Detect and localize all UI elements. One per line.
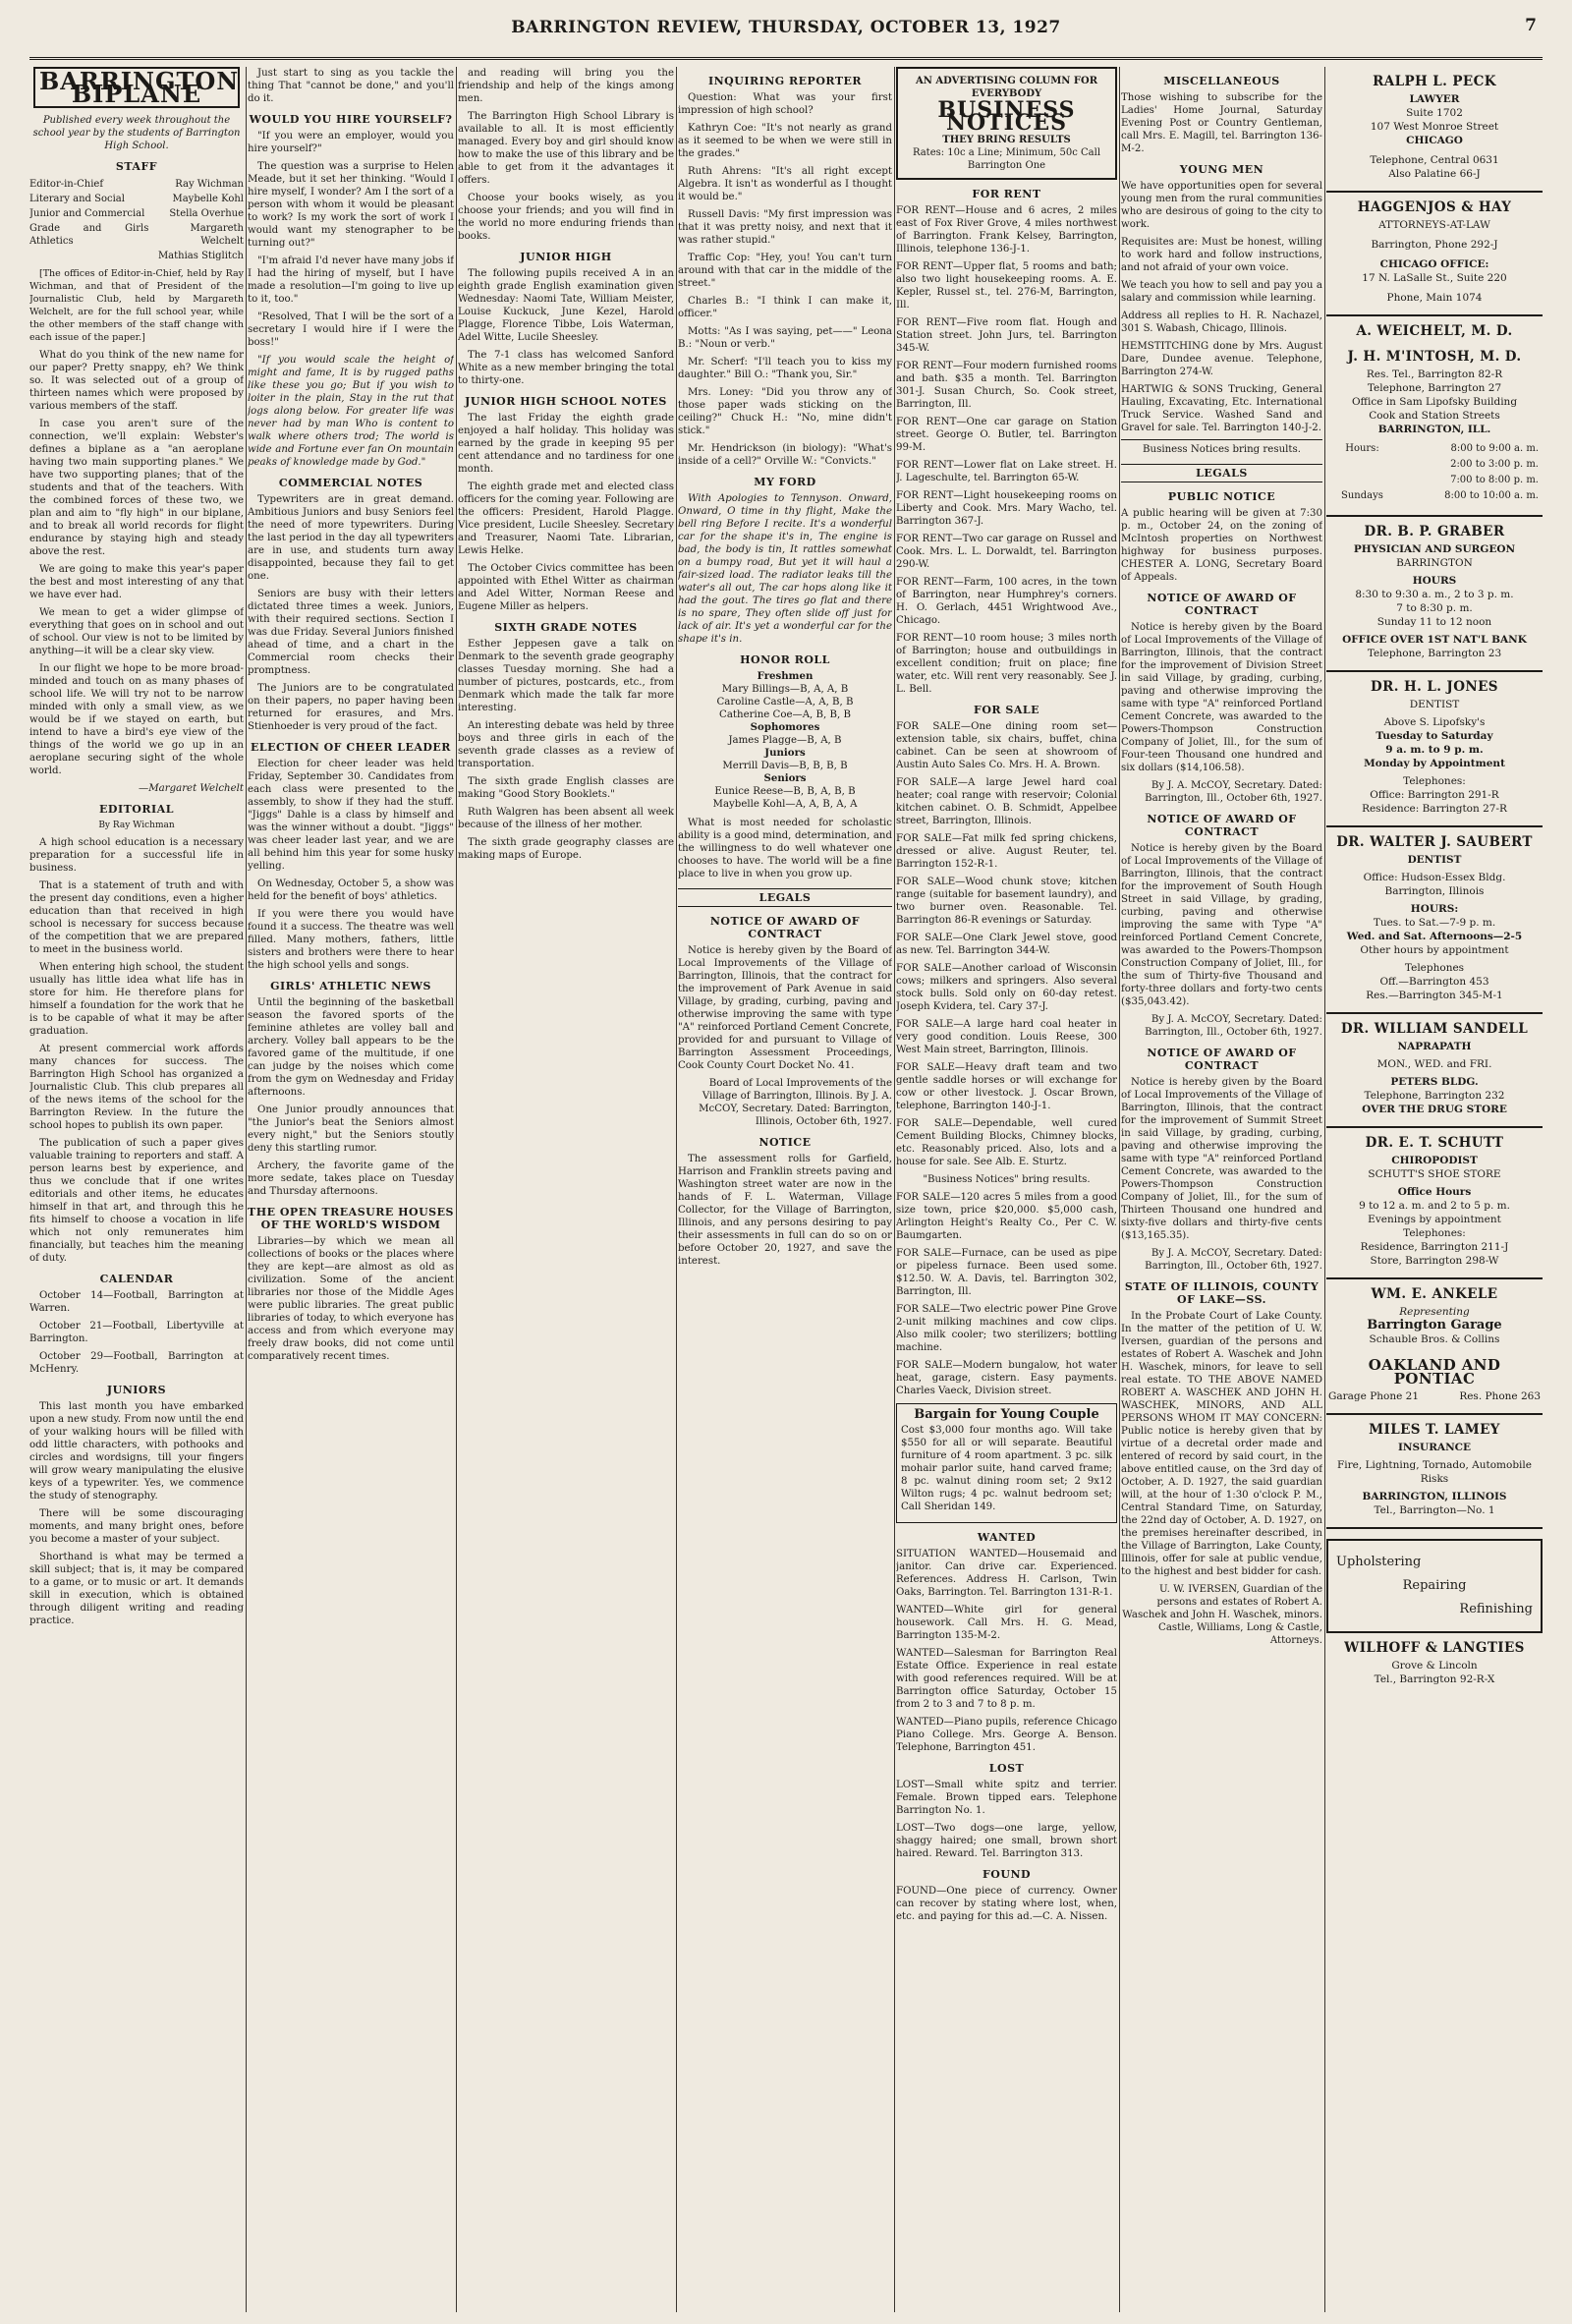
list-item: Eunice Reese—B, B, A, B, B (714, 786, 856, 797)
list-item: Juniors (764, 747, 806, 759)
card-name: DR. WILLIAM SANDELL (1340, 1021, 1529, 1037)
legal-notice: Notice is hereby given by the Board of Local Improvements of the Village of Barrington, Illinois, that the contract for the improvement of Park Avenue in said Village, by grading, curbing, paving and otherwise improving the same with type "A" reinforced Portland Cement Concrete, provided for and pursuant to Village of Barrington Assessment Proceedings, Cook County Court Docket No. 41. (678, 945, 892, 1071)
inquiring-reporter-heading: INQUIRING REPORTER (707, 75, 863, 87)
commercial-heading: COMMERCIAL NOTES (278, 477, 423, 489)
list-item: Freshmen (757, 670, 814, 682)
award-heading: NOTICE OF AWARD OF CONTRACT (709, 915, 861, 940)
ad-column-slogan: THEY BRING RESULTS (942, 135, 1071, 145)
card-line: NAPRAPATH (1397, 1041, 1472, 1052)
article-paragraph: If you were there you would have found it a success. The theatre was well filled. Many mothers, fathers, little sisters and brothers were there to hear the high school yells and songs. (248, 909, 454, 971)
staff-row: Grade and Girls Athletics Margareth Welchelt (29, 223, 244, 247)
column-three (458, 67, 674, 2312)
probate-heading: STATE OF ILLINOIS, COUNTY OF LAKE—SS. (1124, 1280, 1319, 1306)
card-line: CHIROPODIST (1391, 1155, 1478, 1166)
office-hours (1328, 440, 1541, 505)
hire-heading: WOULD YOU HIRE YOURSELF? (249, 113, 453, 126)
list-item: Sophomores (750, 721, 820, 733)
classified-ad: FOR SALE—Another carload of Wisconsin cows; milkers and springers. Also several stock bulls. Sold only on 60-day retest. Joseph Kvidera, tel. Cary 37-J. (896, 963, 1117, 1012)
wanted-heading: WANTED (977, 1531, 1037, 1544)
card-phones (1328, 1389, 1541, 1403)
girls-athletic-heading: GIRLS' ATHLETIC NEWS (270, 980, 431, 992)
legal-notice: The assessment rolls for Garfield, Harrison and Franklin streets paving and Washington street water are now in the hands of F. L. Waterman, Village Collector, for the Village of Barrington, Illinois, and any persons desiring to pay their assessments in full can do so on or before October 20, 1927, and save the interest. (678, 1154, 892, 1267)
column-business-notices (896, 67, 1117, 2312)
hours-row: 7:00 to 8:00 p. m. (1450, 475, 1539, 485)
article-paragraph: What do you think of the new name for our paper? Pretty snappy, eh? We think so. It was selected out of a group of thirteen names which were proposed by various members of the staff. (29, 350, 244, 412)
card-line: HOURS (1412, 575, 1457, 587)
card-line: BARRINGTON (1396, 557, 1473, 569)
card-line: Telephone, Central 0631 (1370, 154, 1499, 166)
article-paragraph: Ruth Walgren has been absent all week because of the illness of her mother. (458, 807, 674, 830)
card-line: Residence: Barrington 27-R (1362, 803, 1507, 815)
classified-ad: We have opportunities open for several young men from the rural communities who are desirous of going to the city to work. (1121, 181, 1322, 230)
notice-heading: NOTICE (758, 1136, 812, 1149)
card-line: DENTIST (1409, 699, 1460, 710)
my-ford-heading: MY FORD (754, 476, 816, 488)
article-paragraph: The sixth grade geography classes are making maps of Europe. (458, 837, 674, 861)
classified-ad: FOR SALE—Two electric power Pine Grove 2-unit milking machines and cow clips. Also milk cooler; two sterilizers; bottling machine. (896, 1304, 1117, 1353)
card-line: Fire, Lightning, Tornado, Automobile Risks (1337, 1459, 1532, 1485)
card-line: Res.—Barrington 345-M-1 (1366, 990, 1503, 1001)
article-paragraph: "Resolved, That I will be the sort of a secretary I would hire if I were the boss!" (248, 312, 454, 348)
legal-notice: Notice is hereby given by the Board of Local Improvements of the Village of Barrington, Illinois, that the contract for the improvement of Division Street in said Village, by grading, curbing, paving and otherwise improving the same with type "A" reinforced Portland Cement Concrete, was awarded to the Powers-Thompson Construction Company of Joliet, Ill., for the sum of Four-teen Thousand one hundred and six dollars ($14,106.58). (1121, 622, 1322, 773)
card-line: 17 N. LaSalle St., Suite 220 (1362, 272, 1507, 284)
card-line: Tel., Barrington 92-R-X (1374, 1673, 1495, 1685)
staff-row: Junior and Commercial Stella Overhue (29, 208, 244, 219)
article-paragraph: In our flight we hope to be more broad-minded and touch on as many phases of school life. We will try not to be narrow minded with only a small view, as we would be if we stayed on earth, but intend to have a bird's eye view of the things of the world we go up in an aeroplane securing sight of the whole world. (29, 663, 244, 776)
card-name: DR. B. P. GRABER (1364, 524, 1505, 539)
public-notice-heading: PUBLIC NOTICE (1167, 490, 1276, 503)
page-header-title: BARRINGTON REVIEW, THURSDAY, OCTOBER 13, 1927 (511, 18, 1061, 37)
article-paragraph: Until the beginning of the basketball season the favored sports of the feminine athletes are volley ball and archery. Volley ball appears to be the favored game of the multitude, if one can judge by the noises which come from the gym on Wednesday and Friday afternoons. (248, 997, 454, 1098)
calendar-entry: October 29—Football, Barrington at McHenry. (29, 1351, 244, 1375)
article-paragraph: The question was a surprise to Helen Meade, but it set her thinking. "Would I hire myself, I wonder? Am I the sort of a person with whom it would be pleasant to work? Is my work the sort of work I would want my stenographer to be turning out?" (248, 161, 454, 249)
sixth-grade-heading: SIXTH GRADE NOTES (494, 621, 638, 634)
article-paragraph: and reading will bring you the friendship and help of the kings among men. (458, 68, 674, 104)
list-item: Merrill Davis—B, B, B, B (722, 761, 848, 771)
card-line: 7 to 8:30 p. m. (1396, 602, 1473, 614)
column-divider (1324, 67, 1325, 2312)
column-divider (894, 67, 895, 2312)
for-rent-heading: FOR RENT (972, 188, 1041, 200)
card-line: CHICAGO (1406, 135, 1463, 146)
article-paragraph: Mr. Scherf: "I'll teach you to kiss my daughter." Bill O.: "Thank you, Sir." (678, 357, 892, 380)
legals-heading: LEGALS (678, 888, 892, 907)
card-name: A. WEICHELT, M. D. (1356, 323, 1513, 339)
card-line: CHICAGO OFFICE: (1379, 258, 1489, 270)
poem: "If you would scale the height of might and fame, It is by rugged paths like these you go; But if you wish to loiter in the plain, Stay in the rut that jogs along below. For greater life was never had by man Who is content to walk where others trod; The world is wide and Fortune ever fan On mountain peaks of knowledge made by God." (248, 355, 454, 468)
business-card (1326, 1014, 1543, 1128)
article-paragraph: On Wednesday, October 5, a show was held for the benefit of boys' athletics. (248, 879, 454, 902)
card-name: DR. WALTER J. SAUBERT (1336, 834, 1533, 850)
classified-ad: Requisites are: Must be honest, willing to work hard and follow instructions, and not afraid of your own voice. (1121, 237, 1322, 273)
article-paragraph: When entering high school, the student usually has little idea what life has in store for him. He therefore plans for himself a foundation for the work that he is to be capable of what it may be after graduation. (29, 962, 244, 1037)
classified-ad: FOR SALE—Wood chunk stove; kitchen range (suitable for basement laundry), and two burner oven. Reasonable. Tel. Barrington 86-R evenings or Saturday. (896, 877, 1117, 926)
byline: By Ray Wichman (98, 821, 175, 830)
classified-ad: LOST—Small white spitz and terrier. Female. Brown tipped ears. Telephone Barrington No. 1. (896, 1780, 1117, 1816)
classified-ad: WANTED—White girl for general housework. Call Mrs. H. G. Mead, Barrington 135-M-2. (896, 1605, 1117, 1641)
card-line: Barrington, Illinois (1384, 885, 1485, 897)
business-card (1326, 1128, 1543, 1279)
young-men-heading: YOUNG MEN (1179, 163, 1264, 176)
card-line: Barrington, Phone 292-J (1371, 239, 1498, 251)
card-line: Office Hours (1397, 1186, 1472, 1198)
calendar-entry: October 14—Football, Barrington at Warren. (29, 1290, 244, 1314)
article-paragraph: There will be some discouraging moments, and many bright ones, before you become a master of your subject. (29, 1508, 244, 1545)
card-name: MILES T. LAMEY (1369, 1422, 1500, 1438)
article-paragraph: "I'm afraid I'd never have many jobs if I had the hiring of myself, but I have made a resolution—I'm going to live up to it, too." (248, 255, 454, 305)
classified-ad: HARTWIG & SONS Trucking, General Hauling, Excavating, Etc. International Truck Service. Washed Sand and Gravel for sale. Tel. Barrington 140-J-2. (1121, 384, 1322, 433)
card-line: Phone, Main 1074 (1386, 292, 1483, 304)
jh-notes-heading: JUNIOR HIGH SCHOOL NOTES (465, 395, 667, 408)
juniors-heading: JUNIORS (106, 1384, 167, 1396)
card-line: SCHUTT'S SHOE STORE (1368, 1168, 1501, 1180)
card-line: Telephones (1404, 962, 1465, 974)
card-line: ATTORNEYS-AT-LAW (1378, 219, 1490, 231)
miscellaneous-heading: MISCELLANEOUS (1163, 75, 1280, 87)
upholstering-line: Refinishing (1459, 1602, 1533, 1616)
business-card (1326, 316, 1543, 338)
article-paragraph: Russell Davis: "My first impression was that it was pretty noisy, and next that it was rather stupid." (678, 209, 892, 246)
honor-roll-heading: HONOR ROLL (740, 653, 830, 666)
article-paragraph: At present commercial work affords many chances for success. The Barrington High School has organized a Journalistic Club. This club prepares all of the news items of the school for the Barrington Review. In the future the school hopes to publish its own paper. (29, 1044, 244, 1131)
classified-ad: FOR SALE—Fat milk fed spring chickens, dressed or alive. August Reuter, tel. Barrington 152-R-1. (896, 833, 1117, 870)
legal-signature: By J. A. McCOY, Secretary. Dated: Barrington, Ill., October 6th, 1927. (1145, 1248, 1322, 1272)
card-line: Office: Barrington 291-R (1370, 789, 1499, 801)
editorial-heading: EDITORIAL (99, 803, 174, 816)
card-name: WM. E. ANKELE (1371, 1286, 1498, 1302)
card-line: Off.—Barrington 453 (1379, 976, 1489, 988)
business-card (1326, 1279, 1543, 1350)
card-line: INSURANCE (1397, 1442, 1472, 1453)
upholstering-line: Upholstering (1336, 1555, 1422, 1569)
business-card (1326, 672, 1543, 827)
article-paragraph: The following pupils received A in an eighth grade English examination given Wednesday: Naomi Tate, William Meister, Louise Kuckuck, June Kezel, Harold Plagge, Florence Tibbe, Lois Waterman, Adel Witte, Lucile Sheesley. (458, 268, 674, 343)
classified-ad: FOR RENT—Farm, 100 acres, in the town of Barrington, near Humphrey's corners. H. O. Gerlach, 4451 Wrightwood Ave., Chicago. (896, 577, 1117, 626)
card-name: HAGGENJOS & HAY (1357, 199, 1512, 215)
legal-signature: Board of Local Improvements of the Village of Barrington, Illinois. By J. A. McCOY, Secretary. Dated: Barrington, Illinois, October 6th, 1927. (699, 1078, 892, 1127)
article-paragraph: The Barrington High School Library is available to all. It is most efficiently managed. Every boy and girl should know how to make the use of this library and be able to get from it the advantages it offers. (458, 111, 674, 186)
staff-row: Literary and Social Maybelle Kohl (29, 194, 244, 204)
article-paragraph: We mean to get a wider glimpse of everything that goes on in school and out of school. Our view is not to be limited by anything—it will be a clear sky view. (29, 607, 244, 656)
article-paragraph: The publication of such a paper gives valuable training to reporters and staff. A person learns best by experience, and thus we conclude that if one writes editorials and other items, he educates himself in that art, and through this he fits himself to choose a vocation in life which not only remunerates him financially, but teaches him the meaning of duty. (29, 1138, 244, 1264)
card-line: Telephone, Barrington 27 (1367, 382, 1502, 394)
article-paragraph: Mrs. Loney: "Did you throw any of those paper wads sticking on the ceiling?" Chuck H.: "No, mine didn't stick." (678, 387, 892, 436)
card-line: DENTIST (1407, 854, 1462, 866)
legal-notice: In the Probate Court of Lake County. In the matter of the petition of U. W. Iversen, guardian of the persons and estates of Robert A. Waschek and John H. Waschek, minors, for leave to sell real estate. TO THE ABOVE NAMED ROBERT A. WASCHEK AND JOHN H. WASCHEK, MINORS, AND ALL PERSONS WHOM IT MAY CONCERN: Public notice is hereby given that by virtue of a decretal order made and entered of record by said court, in the above entitled cause, on the 3rd day of October, A. D. 1927, the said guardian will, at the hour of 1:30 o'clock P. M., Central Standard Time, on Saturday, the 22nd day of October, A. D. 1927, on the premises hereinafter described, in the Village of Barrington, Lake County, Illinois, offer for sale at public vendue, to the highest and best bidder for cash. (1121, 1311, 1322, 1577)
card-line: Sunday 11 to 12 noon (1376, 616, 1492, 628)
classified-ad: FOR SALE—Dependable, well cured Cement Building Blocks, Chimney blocks, etc. Reasonably priced. Also, lots and a house for sale. See Alb. E. Sturtz. (896, 1118, 1117, 1167)
classified-ad: WANTED—Piano pupils, reference Chicago Piano College. Mrs. George A. Benson. Telephone, Barrington 451. (896, 1717, 1117, 1753)
article-paragraph: Archery, the favorite game of the more sedate, takes place on Tuesday and Thursday afternoons. (248, 1161, 454, 1197)
junior-high-heading: JUNIOR HIGH (520, 251, 612, 263)
list-item: Seniors (763, 772, 807, 784)
classified-ad: FOR SALE—A large Jewel hard coal heater; coal range with reservoir; Colonial kitchen cabinet. O. B. Schmidt, Appelbee street, Barrington, Illinois. (896, 777, 1117, 826)
classified-ad: FOR RENT—Light housekeeping rooms on Liberty and Cook. Mrs. Mary Wacho, tel. Barrington 367-J. (896, 490, 1117, 527)
page-number: 7 (1525, 16, 1537, 35)
staff-row: Mathias Stiglitch (157, 251, 244, 261)
article-paragraph: That is a statement of truth and with the present day conditions, even a higher education than that received in high school is necessary for success because of the competition that we are prepared to meet in the business world. (29, 880, 244, 955)
classified-ad: Those wishing to subscribe for the Ladies' Home Journal, Saturday Evening Post or Country Gentleman, call Mrs. E. Magill, tel. Barrington 136-M-2. (1121, 92, 1322, 154)
business-card (1326, 517, 1543, 672)
column-two (248, 67, 454, 2312)
article-paragraph: Mr. Hendrickson (in biology): "What's inside of a cell?" Orville W.: "Convicts." (678, 443, 892, 467)
classified-ad: LOST—Two dogs—one large, yellow, shaggy haired; one small, brown short haired. Reward. Tel. Barrington 313. (896, 1823, 1117, 1859)
card-line: Garage Phone 21 (1328, 1390, 1420, 1402)
card-line: BARRINGTON, ILL. (1377, 424, 1491, 435)
card-line: PHYSICIAN AND SURGEON (1353, 543, 1516, 555)
classified-ad: FOR SALE—120 acres 5 miles from a good size town, price $20,000. $5,000 cash, Arlington Height's Realty Co., Per C. W. Baumgarten. (896, 1192, 1117, 1241)
classified-ad: FOR RENT—Two car garage on Russel and Cook. Mrs. L. L. Dorwaldt, tel. Barrington 290-W. (896, 534, 1117, 570)
article-paragraph: "If you were an employer, would you hire yourself?" (248, 131, 454, 154)
card-line: Evenings by appointment (1368, 1214, 1501, 1225)
article-paragraph: Traffic Cop: "Hey, you! You can't turn around with that car in the middle of the street." (678, 253, 892, 289)
classified-ad: FOR RENT—10 room house; 3 miles north of Barrington; house and outbuildings in excellent condition; fruit on place; fine water, etc. Will rent very reasonably. See J. L. Bell. (896, 633, 1117, 695)
card-line: Res. Phone 263 (1459, 1390, 1541, 1402)
classified-ad: FOR RENT—One car garage on Station street. George O. Butler, tel. Barrington 99-M. (896, 417, 1117, 453)
upholstering-line: Repairing (1402, 1578, 1467, 1593)
card-line: MON., WED. and FRI. (1376, 1058, 1492, 1070)
article-paragraph: Kathryn Coe: "It's not nearly as grand as it seemed to be when we were still in the grades." (678, 123, 892, 159)
list-item: Maybelle Kohl—A, A, B, A, A (712, 799, 858, 810)
article-paragraph: We are going to make this year's paper the best and most interesting of any that we have ever had. (29, 564, 244, 600)
article-paragraph: Seniors are busy with their letters dictated three times a week. Juniors, with their required sections. Section I was due Friday. Several Juniors finished ahead of time, and a chart in the Commercial room checks their promptness. (248, 589, 454, 676)
classified-ad: FOR SALE—Modern bungalow, hot water heat, garage, cistern. Easy payments. Charles Vaeck, Division street. (896, 1360, 1117, 1396)
signature: —Margaret Welchelt (139, 783, 244, 794)
card-line: 107 West Monroe Street (1370, 121, 1499, 133)
card-line: 9 a. m. to 9 p. m. (1385, 744, 1484, 756)
classified-ad: FOR SALE—A large hard coal heater in very good condition. Louis Reese, 300 West Main street, Barrington, Illinois. (896, 1019, 1117, 1055)
card-name: RALPH L. PECK (1373, 74, 1496, 89)
card-line: Representing (1399, 1306, 1470, 1318)
hours-row: Hours: 8:00 to 9:00 a. m. (1345, 443, 1539, 454)
column-divider (246, 67, 247, 2312)
column-divider (676, 67, 677, 2312)
card-line: Barrington Garage (1367, 1318, 1502, 1332)
business-card (1326, 342, 1543, 517)
staff-row: Editor-in-Chief Ray Wichman (29, 179, 244, 190)
business-card (1326, 1415, 1543, 1529)
classified-ad: FOR RENT—Five room flat. Hough and Station street. John Jurs, tel. Barrington 345-W. (896, 317, 1117, 354)
upholstering-ad (1326, 1539, 1543, 1633)
article-paragraph: One Junior proudly announces that "the Junior's beat the Seniors almost every night," but the Seniors stoutly deny this startling rumor. (248, 1105, 454, 1154)
card-line: Also Palatine 66-J (1388, 168, 1481, 180)
article-paragraph: In case you aren't sure of the connection, we'll explain: Webster's defines a biplane as a "an aeroplane having two main supporting planes." We have two supporting planes; that of the students and that of the teachers. With the combined forces of these two, we plan and aim to "fly high" in our biplane, and to break all world records for flight endurance by staying high and steady above the rest. (29, 419, 244, 557)
card-name: J. H. M'INTOSH, M. D. (1347, 349, 1522, 365)
column-six (1121, 67, 1322, 2312)
card-line: Monday by Appointment (1364, 758, 1505, 769)
poem: With Apologies to Tennyson. Onward, Onward, O time in thy flight, Make the bell ring Before I recite. It's a wonderful car for the shape it's in, The engine is bad, the body is tin, It rattles somewhat on a bumpy road, But yet it will haul a fair-sized load. The radiator leaks till the water's all out, The car hops along like it had the gout. The tires go flat and there is no spare, They often slide off just for lack of air. It's yet a wonderful car for the shape it's in. (678, 493, 892, 645)
card-line: Other hours by appointment (1360, 944, 1509, 956)
card-line: Tues. to Sat.—7-9 p. m. (1373, 917, 1496, 929)
card-line: OVER THE DRUG STORE (1362, 1104, 1507, 1115)
business-card (1326, 67, 1543, 193)
card-line: Office in Sam Lipofsky Building (1351, 396, 1518, 408)
card-line: Office: Hudson-Essex Bldg. (1363, 872, 1506, 883)
staff-heading: STAFF (115, 160, 158, 173)
article-paragraph: Motts: "As I was saying, pet——" Leona B.: "Noun or verb." (678, 326, 892, 350)
legals-heading: LEGALS (1121, 464, 1322, 482)
staff-table (29, 177, 244, 263)
classified-ad: Business Notices bring results. (1121, 439, 1322, 456)
classified-ad: SITUATION WANTED—Housemaid and janitor. Can drive car. Experienced. References. Address H. Carlson, Twin Oaks, Barrington. Tel. Barrington 131-R-1. (896, 1549, 1117, 1598)
card-line: Tel., Barrington—No. 1 (1374, 1504, 1495, 1516)
hours-row: 2:00 to 3:00 p. m. (1450, 459, 1539, 470)
classified-ad: "Business Notices" bring results. (923, 1174, 1091, 1185)
legal-signature: By J. A. McCOY, Secretary. Dated: Barrington, Ill., October 6th, 1927. (1145, 1014, 1322, 1038)
article-paragraph: Ruth Ahrens: "It's all right except Algebra. It isn't as wonderful as I thought it would be." (678, 166, 892, 202)
article-paragraph: A high school education is a necessary preparation for a successful life in business. (29, 837, 244, 874)
award-heading: NOTICE OF AWARD OF CONTRACT (1147, 592, 1297, 617)
article-paragraph: The 7-1 class has welcomed Sanford White as a new member bringing the total to thirty-one. (458, 350, 674, 386)
classified-ad: FOR SALE—Furnace, can be used as pipe or pipeless furnace. Been used some. $12.50. W. A. Davis, tel. Barrington 302, Barrington, Ill. (896, 1248, 1117, 1297)
card-line: Res. Tel., Barrington 82-R (1366, 368, 1503, 380)
list-item: Mary Billings—B, A, A, B (721, 684, 849, 695)
card-name: DR. E. T. SCHUTT (1365, 1135, 1504, 1151)
article-paragraph: The sixth grade English classes are making "Good Story Booklets." (458, 776, 674, 800)
card-line: PETERS BLDG. (1390, 1076, 1479, 1088)
list-item: James Plagge—B, A, B (728, 735, 842, 746)
business-card (1326, 193, 1543, 316)
article-paragraph: Just start to sing as you tackle the thing That "cannot be done," and you'll do it. (248, 68, 454, 104)
article-paragraph: Libraries—by which we mean all collections of books or the places where they are kept—are almost as old as civilization. Some of the ancient libraries nor those of the Middle Ages were public libraries. The great public libraries of today, to which everyone has access and from which everyone may freely draw books, did not come until comparatively recent times. (248, 1236, 454, 1362)
classified-ad: We teach you how to sell and pay you a salary and commission while learning. (1121, 280, 1322, 304)
card-line: Grove & Lincoln (1391, 1660, 1478, 1672)
classified-ad: FOUND—One piece of currency. Owner can recover by stating where lost, when, etc. and paying for this ad.—C. A. Nissen. (896, 1886, 1117, 1922)
calendar-heading: CALENDAR (99, 1273, 174, 1285)
card-line: OFFICE OVER 1ST NAT'L BANK (1342, 634, 1527, 646)
card-line: LAWYER (1409, 93, 1460, 105)
card-line: Above S. Lipofsky's (1383, 716, 1486, 728)
article-paragraph: This last month you have embarked upon a new study. From now until the end of your walking hours will be filled with odd little characters, with pothooks and circles and wordsigns, till your fingers will grow weary manipulating the elusive keys of a typewriter. Yes, we commence the study of stenography. (29, 1401, 244, 1502)
article-paragraph: The eighth grade met and elected class officers for the coming year. Following are the officers: President, Harold Plagge. Vice president, Lucile Sheesley. Secretary and Treasurer, Naomi Tate. Librarian, Lewis Helke. (458, 482, 674, 556)
classified-ad: HEMSTITCHING done by Mrs. August Dare, Dundee avenue. Telephone, Barrington 274-W. (1121, 341, 1322, 377)
article-paragraph: Esther Jeppesen gave a talk on Denmark to the seventh grade geography classes Tuesday morning. She had a number of pictures, postcards, etc., from Denmark which made the talk far more interesting. (458, 639, 674, 713)
article-paragraph: What is most needed for scholastic ability is a good mind, determination, and the willingness to do well whatever one chooses to have. The world will be a fine place to live in when you grow up. (678, 818, 892, 879)
award-heading: NOTICE OF AWARD OF CONTRACT (1147, 813, 1297, 838)
classified-ad: WANTED—Salesman for Barrington Real Estate Office. Experience in real estate with good references required. Will be at Barrington office Saturday, October 15 from 2 to 3 and 7 to 8 p. m. (896, 1648, 1117, 1710)
legal-signature: By J. A. McCOY, Secretary. Dated: Barrington, Ill., October 6th, 1927. (1145, 780, 1322, 804)
card-name: WILHOFF & LANGTIES (1344, 1640, 1525, 1656)
legal-notice: Notice is hereby given by the Board of Local Improvements of the Village of Barrington, Illinois, that the contract for the improvement of Summit Street in said Village, by grading, curbing, paving and otherwise improving the same with type "A" reinforced Portland Cement Concrete, was awarded to the Powers-Thompson Construction Company of Joliet, Ill., for the sum of Thirteen Thousand one hundred and sixty-five dollars and thirty-five cents ($13,165.35). (1121, 1077, 1322, 1241)
calendar-entry: October 21—Football, Libertyville at Barrington. (29, 1321, 244, 1344)
honor-roll-list (678, 670, 892, 811)
legal-notice: A public hearing will be given at 7:30 p. m., October 24, on the zoning of McIntosh properties on Northwest highway for business purposes. CHESTER A. LONG, Secretary Board of Appeals. (1121, 508, 1322, 583)
card-line: Telephones: (1403, 775, 1466, 787)
article-paragraph: Typewriters are in great demand. Ambitious Juniors and busy Seniors feel the need of more typewriters. During the last period in the day all typewriters are in use, and students turn away disappointed, because they fail to get one. (248, 494, 454, 582)
classified-ad: FOR SALE—One dining room set—extension table, six chairs, buffet, china cabinet. Can be seen at showroom of Austin Auto Sales Co. Mrs. H. A. Brown. (896, 721, 1117, 770)
business-notices-title: BUSINESS NOTICES (937, 97, 1076, 136)
legal-notice: Notice is hereby given by the Board of Local Improvements of the Village of Barrington, Illinois, that the contract for the improvement of South Hough Street in said Village, by grading, curbing, paving and otherwise improving the same with Type "A" reinforced Portland Cement Concrete, was awarded to the Powers-Thompson Construction Company of Joliet, Ill., for the sum of Thirty-five Thousand and forty-three dollars and forty-two cents ($35,043.42). (1121, 843, 1322, 1007)
card-line: Suite 1702 (1406, 107, 1463, 119)
column-divider (1119, 67, 1120, 2312)
card-line: Wed. and Sat. Afternoons—2-5 (1346, 931, 1523, 942)
biplane-tagline: Published every week throughout the school year by the students of Barrington High School. (32, 115, 241, 151)
column-divider (456, 67, 457, 2312)
column-four (678, 67, 892, 2312)
lost-heading: LOST (988, 1762, 1025, 1775)
classified-ad: Cost $3,000 four months ago. Will take $550 for all or will separate. Beautiful furniture of 4 room apartment. 3 pc. silk mohair parlor suite, hand carved frame; 8 pc. walnut dining room set; 2 9x12 Wilton rugs; 4 pc. walnut bedroom set; Call Sheridan 149. (901, 1425, 1112, 1512)
business-card (1326, 827, 1543, 1014)
classified-ad: FOR SALE—Heavy draft team and two gentle saddle horses or will exchange for cow or other livestock. J. Oscar Brown, telephone, Barrington 140-J-1. (896, 1062, 1117, 1111)
classified-ad: FOR SALE—One Clark Jewel stove, good as new. Tel. Barrington 344-W. (896, 933, 1117, 956)
classified-ad: FOR RENT—Upper flat, 5 rooms and bath; also two light housekeeping rooms. A. E. Kepler, Russel st., tel. 276-M, Barrington, Ill. (896, 261, 1117, 311)
staff-note: [The offices of Editor-in-Chief, held by Ray Wichman, and that of President of the Journalistic Club, held by Margareth Welchelt, are for the full school year, while the other members of the staff change with each issue of the paper.] (29, 268, 244, 343)
card-line: BARRINGTON, ILLINOIS (1362, 1491, 1507, 1502)
column-professional-cards (1326, 67, 1543, 2312)
for-sale-heading: FOR SALE (974, 704, 1039, 716)
article-paragraph: Shorthand is what may be termed a skill subject; that is, it may be compared to a game, or to music or art. It demands skill in execution, which is obtained through diligent writing and reading practice. (29, 1552, 244, 1626)
treasure-heading: THE OPEN TREASURE HOUSES OF THE WORLD'S WISDOM (248, 1206, 454, 1231)
classified-ad: FOR RENT—Lower flat on Lake street. H. J. Lageschulte, tel. Barrington 65-W. (896, 460, 1117, 483)
article-paragraph: Question: What was your first impression of high school? (678, 92, 892, 116)
classified-ad: FOR RENT—House and 6 acres, 2 miles east of Fox River Grove, 4 miles northwest of Barrington. Frank Kelsey, Barrington, Illinois, telephone 136-J-1. (896, 205, 1117, 255)
bargain-heading: Bargain for Young Couple (914, 1407, 1099, 1422)
business-card (1326, 1633, 1543, 1696)
business-card (1326, 1350, 1543, 1415)
article-paragraph: The Juniors are to be congratulated on their papers, no paper having been returned for erasures, and Mrs. Stienhoeder is very proud of the fact. (248, 683, 454, 732)
list-item: Catherine Coe—A, B, B, B (719, 709, 851, 720)
card-line: Schauble Bros. & Collins (1369, 1333, 1500, 1345)
card-line: Tuesday to Saturday (1376, 730, 1493, 742)
card-line: 9 to 12 a. m. and 2 to 5 p. m. (1359, 1200, 1510, 1212)
card-name: OAKLAND AND PONTIAC (1368, 1356, 1501, 1388)
ad-rates: Rates: 10c a Line; Minimum, 50c Call Barrington One (912, 147, 1101, 171)
article-paragraph: Charles B.: "I think I can make it, officer." (678, 296, 892, 319)
ad-column-line: AN ADVERTISING COLUMN FOR EVERYBODY (915, 76, 1098, 99)
bargain-box (896, 1403, 1117, 1523)
biplane-banner: BARRINGTON BIPLANE (33, 67, 240, 108)
found-heading: FOUND (982, 1868, 1032, 1881)
column-biplane (29, 67, 244, 2312)
classified-ad: Address all replies to H. R. Nachazel, 301 S. Wabash, Chicago, Illinois. (1121, 311, 1322, 334)
article-paragraph: Election for cheer leader was held Friday, September 30. Candidates from each class were presented to the assembly, to show if they had the stuff. "Jiggs" Dahle is a class by himself and was the winner without a doubt. "Jiggs" was cheer leader last year, and we are all behind him this year for some husky yelling. (248, 759, 454, 872)
classified-ad: FOR RENT—Four modern furnished rooms and bath. $35 a month. Tel. Barrington 301-J. Susan Church, So. Cook street, Barrington, Ill. (896, 361, 1117, 410)
card-line: Telephones: (1403, 1227, 1466, 1239)
article-paragraph: The last Friday the eighth grade enjoyed a half holiday. This holiday was earned by the grade in keeping 95 per cent attendance and no tardiness for one month. (458, 413, 674, 475)
legal-signature: U. W. IVERSEN, Guardian of the persons and estates of Robert A. Waschek and John H. Waschek, minors. Castle, Williams, Long & Castle, Attorneys. (1122, 1584, 1322, 1646)
card-line: Telephone, Barrington 232 (1364, 1090, 1505, 1102)
card-line: HOURS: (1410, 903, 1459, 915)
card-line: Telephone, Barrington 23 (1367, 648, 1502, 659)
card-line: Store, Barrington 298-W (1370, 1255, 1499, 1267)
card-line: Residence, Barrington 211-J (1360, 1241, 1509, 1253)
article-paragraph: Choose your books wisely, as you choose your friends; and you will find in the world no more enduring friends than books. (458, 193, 674, 242)
masthead (29, 8, 1543, 60)
card-line: Cook and Station Streets (1369, 410, 1500, 422)
business-notices-header (896, 67, 1117, 180)
article-paragraph: The October Civics committee has been appointed with Ethel Witter as chairman and Adel Witter, Norman Reese and Eugene Miller as helpers. (458, 563, 674, 612)
award-heading: NOTICE OF AWARD OF CONTRACT (1147, 1047, 1297, 1072)
list-item: Caroline Castle—A, A, B, B (716, 697, 854, 708)
cheer-heading: ELECTION OF CHEER LEADER (251, 741, 451, 754)
card-name: DR. H. L. JONES (1371, 679, 1498, 695)
hours-row: Sundays 8:00 to 10:00 a. m. (1341, 490, 1539, 501)
card-line: 8:30 to 9:30 a. m., 2 to 3 p. m. (1355, 589, 1514, 600)
article-paragraph: An interesting debate was held by three boys and three girls in each of the seventh grade classes as a review of transportation. (458, 720, 674, 769)
